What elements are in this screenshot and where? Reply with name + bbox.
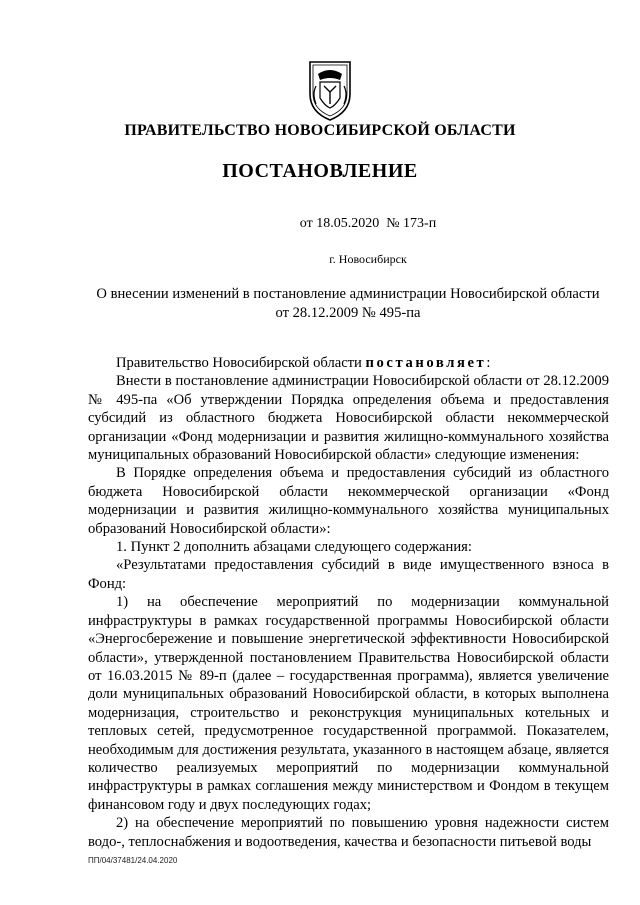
document-type-title: ПОСТАНОВЛЕНИЕ <box>222 160 418 182</box>
paragraph-2: В Порядке определения объема и предоставления субсидий из областного бюджета Новосибирской области некоммерческой организации «Фонд модернизации и развития жилищно-коммунального хозяйства муниципальных образований Новосибирской области»: <box>88 465 609 537</box>
document-body <box>88 354 609 851</box>
document-subject: О внесении изменений в постановление администрации Новосибирской области от 28.12.2009 № 495-па <box>96 286 600 321</box>
paragraph-5: 1) на обеспечение мероприятий по модернизации коммунальной инфраструктуры в рамках государственной программы Новосибирской области «Энергосбережение и повышение энергетической эффективности Новосибирской области», утвержденной постановлением Правительства Новосибирской области от 16.03.2015 № 89-п (далее – государственная программа), является увеличение доли муниципальных образований Новосибирской области, в которых выполнена модернизация, строительство и реконструкция муниципальных котельных и тепловых сетей, предусмотренное государственной программой. Показателем, необходимым для достижения результата, указанного в настоящем абзаце, является количество реализуемых мероприятий по модернизации коммунальной инфраструктуры в рамках соглашения между министерством и Фондом в текущем финансовом году и двух последующих годах; <box>88 594 609 813</box>
intro-suffix: : <box>486 355 491 371</box>
document-city: г. Новосибирск <box>329 252 407 266</box>
intro-prefix: Правительство Новосибирской области <box>116 355 362 371</box>
coat-of-arms-emblem <box>306 58 354 122</box>
paragraph-4: «Результатами предоставления субсидий в виде имущественного взноса в Фонд: <box>88 557 609 592</box>
intro-verb: постановляет <box>365 355 487 371</box>
government-title: ПРАВИТЕЛЬСТВО НОВОСИБИРСКОЙ ОБЛАСТИ <box>124 122 516 139</box>
paragraph-3: 1. Пункт 2 дополнить абзацами следующего содержания: <box>116 539 472 556</box>
document-date-number: от 18.05.2020 № 173-п <box>299 216 437 231</box>
footer-document-code: ПП/04/37481/24.04.2020 <box>88 856 178 865</box>
paragraph-1: Внести в постановление администрации Новосибирской области от 28.12.2009 № 495-па «Об утверждении Порядка определения объема и предоставления субсидий из областного бюджета Новосибирской области некоммерческой организации «Фонд модернизации и развития жилищно-коммунального хозяйства муниципальных образований Новосибирской области» следующие изменения: <box>88 373 609 464</box>
intro-paragraph <box>88 354 609 372</box>
paragraph-6: 2) на обеспечение мероприятий по повышению уровня надежности систем водо-, теплоснабжения и водоотведения, качества и безопасности питьевой воды <box>88 815 609 850</box>
